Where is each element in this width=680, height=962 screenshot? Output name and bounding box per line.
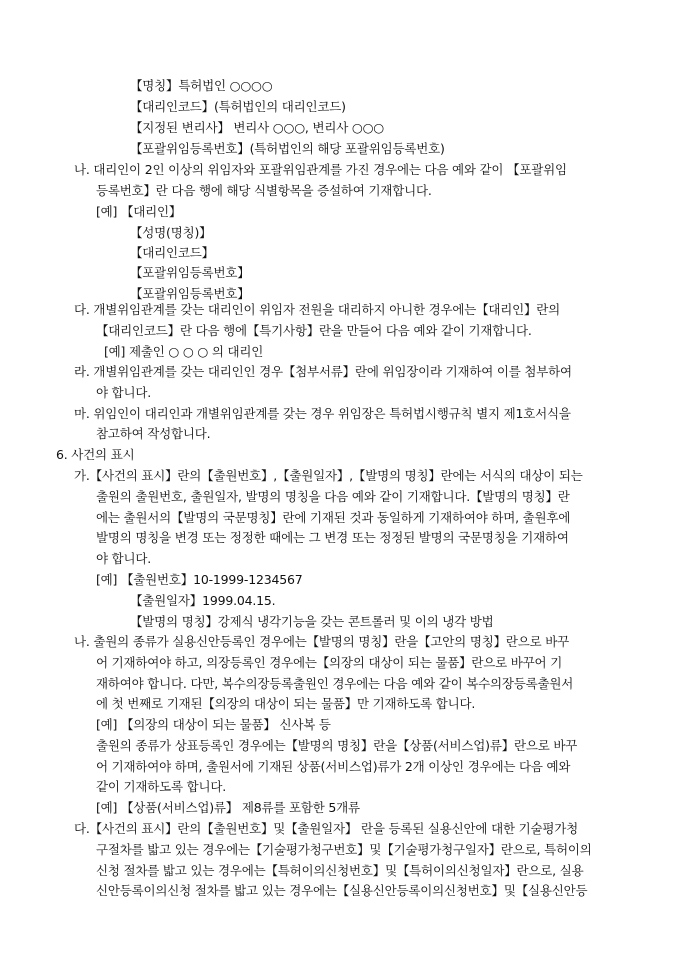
- text-line: [예] 【상품(서비스업)류】 제8류를 포함한 5개류: [96, 800, 360, 815]
- text-line: 야 합니다.: [96, 385, 152, 400]
- text-line: 다.【사건의 표시】란의【출원번호】및【출원일자】 란을 등록된 실용신안에 대한 기술평가청: [74, 821, 578, 836]
- text-line: 【대리인코드】란 다음 행에【특기사항】란을 만들어 다음 예와 같이 기재합니다.: [96, 323, 532, 338]
- text-line: [예] 【대리인】: [96, 204, 182, 219]
- text-line: 【출원일자】1999.04.15.: [130, 593, 276, 608]
- text-line: 참고하여 작성합니다.: [96, 426, 211, 441]
- text-line: 【명칭】특허법인 ○○○○: [130, 78, 273, 93]
- text-line: 어 기재하여야 하고, 의장등록인 경우에는【의장의 대상이 되는 물품】란으로 바꾸어 기: [96, 655, 563, 670]
- text-line: 같이 기재하도록 합니다.: [96, 779, 227, 794]
- text-line: 발명의 명칭을 변경 또는 정정한 때에는 그 변경 또는 정정된 발명의 국문명칭을 기재하여: [96, 530, 569, 545]
- section-heading: 6. 사건의 표시: [56, 447, 135, 462]
- text-line: 다. 개별위임관계를 갖는 대리인이 위임자 전원을 대리하지 아니한 경우에는【대리인】란의: [74, 302, 561, 317]
- text-line: 에는 출원서의【발명의 국문명칭】란에 기재된 것과 동일하게 기재하여야 하며, 출원후에: [96, 510, 571, 525]
- text-line: 구절차를 밟고 있는 경우에는【기술평가청구번호】및【기술평가청구일자】란으로, 특허이의: [96, 842, 592, 857]
- text-line: 【포괄위임등록번호】: [130, 286, 250, 301]
- text-line: 【발명의 명칭】강제식 냉각기능을 갖는 콘트롤러 및 이의 냉각 방법: [130, 614, 494, 629]
- text-line: 나. 출원의 종류가 실용신안등록인 경우에는【발명의 명칭】란을【고안의 명칭】란으로 바꾸: [74, 634, 570, 649]
- text-line: 【포괄위임등록번호】(특허법인의 해당 포괄위임등록번호): [130, 141, 445, 156]
- text-line: 나. 대리인이 2인 이상의 위임자와 포괄위임관계를 가진 경우에는 다음 예와 같이 【포괄위임: [74, 162, 567, 177]
- text-line: 야 합니다.: [96, 551, 152, 566]
- text-line: [예] 【출원번호】10-1999-1234567: [96, 572, 303, 587]
- text-line: 등록번호】란 다음 행에 해당 식별항목을 증설하여 기재합니다.: [96, 183, 432, 198]
- text-line: 【포괄위임등록번호】: [130, 265, 250, 280]
- text-line: 에 첫 번째로 기재된【의장의 대상이 되는 물품】만 기재하도록 합니다.: [96, 696, 476, 711]
- text-line: 가.【사건의 표시】란의【출원번호】,【출원일자】,【발명의 명칭】란에는 서식의 대상이 되는: [74, 468, 583, 483]
- text-line: 출원의 종류가 상표등록인 경우에는【발명의 명칭】란을【상품(서비스업)류】란으로 바꾸: [96, 738, 578, 753]
- text-line: 어 기재하여야 하며, 출원서에 기재된 상품(서비스업)류가 2개 이상인 경우에는 다음 예와: [96, 759, 571, 774]
- text-line: 【성명(명칭)】: [130, 225, 212, 240]
- text-line: 라. 개별위임관계를 갖는 대리인인 경우【첨부서류】란에 위임장이라 기재하여 이를 첨부하여: [74, 364, 572, 379]
- text-line: 【대리인코드】: [130, 245, 214, 260]
- text-line: 【대리인코드】(특허법인의 대리인코드): [130, 99, 346, 114]
- text-line: 신청 절차를 밟고 있는 경우에는【특허이의신청번호】및【특허이의신청일자】란으로, 실용: [96, 863, 584, 878]
- text-line: 출원의 출원번호, 출원일자, 발명의 명칭을 다음 예와 같이 기재합니다.【발명의 명칭】란: [96, 489, 570, 504]
- text-line: [예] 제출인 ○ ○ ○ 의 대리인: [104, 344, 264, 359]
- text-line: 【지정된 변리사】 변리사 ○○○, 변리사 ○○○: [130, 120, 384, 135]
- text-line: 신안등록이의신청 절차를 밟고 있는 경우에는【실용신안등록이의신청번호】및【실용신안등: [96, 883, 588, 898]
- text-line: 마. 위임인이 대리인과 개별위임관계를 갖는 경우 위임장은 특허법시행규칙 별지 제1호서식을: [74, 406, 571, 421]
- text-line: [예] 【의장의 대상이 되는 물품】 신사복 등: [96, 717, 331, 732]
- text-line: 재하여야 합니다. 다만, 복수의장등록출원인 경우에는 다음 예와 같이 복수의장등록출원서: [96, 676, 574, 691]
